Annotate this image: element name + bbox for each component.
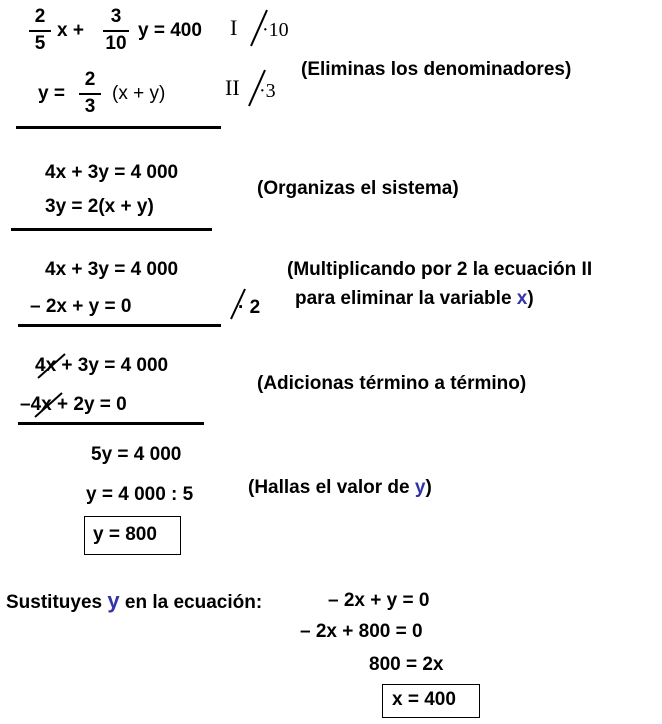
divider-line bbox=[18, 324, 221, 327]
note-multiply-line-2: para eliminar la variable x) bbox=[295, 288, 534, 309]
fraction-bar bbox=[103, 30, 129, 32]
struck-term: 4x bbox=[35, 355, 57, 376]
strikethrough-icon bbox=[31, 390, 65, 420]
variable-y: y bbox=[107, 588, 120, 613]
divider-line bbox=[11, 228, 212, 231]
note-add-terms: (Adicionas término a término) bbox=[257, 373, 527, 394]
fraction-denominator: 5 bbox=[34, 33, 46, 54]
multiplier-3: ·3 bbox=[259, 80, 276, 102]
strikethrough-icon bbox=[34, 351, 68, 381]
note-multiply-line-1: (Multiplicando por 2 la ecuación II bbox=[287, 259, 593, 280]
equation-2-head: y = bbox=[38, 83, 65, 104]
sum-equation-2: –4x + 2y = 0 bbox=[20, 394, 127, 415]
system-equation-1: 4x + 3y = 4 000 bbox=[45, 259, 179, 280]
variable-x: x bbox=[516, 288, 528, 309]
fraction-bar bbox=[29, 30, 51, 32]
equation-2-tail: (x + y) bbox=[112, 83, 166, 104]
variable-y: y bbox=[414, 477, 426, 498]
system-equation-2: 3y = 2(x + y) bbox=[45, 196, 154, 217]
substitution-intro: Sustituyes y en la ecuación: bbox=[6, 588, 263, 613]
substitution-equation-2: – 2x + 800 = 0 bbox=[300, 621, 423, 642]
divider-line bbox=[18, 422, 204, 425]
system-equation-2-rearranged: – 2x + y = 0 bbox=[30, 296, 132, 317]
sum-equation-1: 4x + 3y = 4 000 bbox=[35, 355, 169, 376]
roman-numeral-1: I bbox=[230, 15, 238, 40]
equation-1-middle: x + bbox=[57, 20, 84, 41]
divider-line bbox=[16, 126, 221, 129]
substitution-equation-1: – 2x + y = 0 bbox=[328, 590, 430, 611]
note-find-y: (Hallas el valor de y) bbox=[248, 477, 432, 498]
result-y-value: y = 800 bbox=[93, 524, 157, 545]
substitution-equation-3: 800 = 2x bbox=[369, 654, 444, 675]
fraction-numerator: 3 bbox=[110, 6, 122, 27]
result-x-value: x = 400 bbox=[392, 689, 456, 710]
fraction-numerator: 2 bbox=[34, 6, 46, 27]
roman-numeral-2: II bbox=[225, 75, 240, 100]
struck-term: 4x bbox=[30, 394, 52, 415]
result-equation-5y: 5y = 4 000 bbox=[91, 444, 182, 465]
note-eliminate-denominators: (Eliminas los denominadores) bbox=[301, 59, 572, 80]
fraction-denominator: 3 bbox=[84, 96, 96, 117]
note-organize-system: (Organizas el sistema) bbox=[257, 178, 459, 199]
multiplier-2: · 2 bbox=[238, 297, 261, 318]
fraction-bar bbox=[79, 93, 101, 95]
fraction-denominator: 10 bbox=[105, 33, 127, 54]
equation-1-tail: y = 400 bbox=[138, 20, 202, 41]
fraction-numerator: 2 bbox=[84, 69, 96, 90]
result-equation-y-division: y = 4 000 : 5 bbox=[86, 484, 194, 505]
system-equation-1: 4x + 3y = 4 000 bbox=[45, 162, 179, 183]
multiplier-10: ·10 bbox=[262, 19, 289, 41]
